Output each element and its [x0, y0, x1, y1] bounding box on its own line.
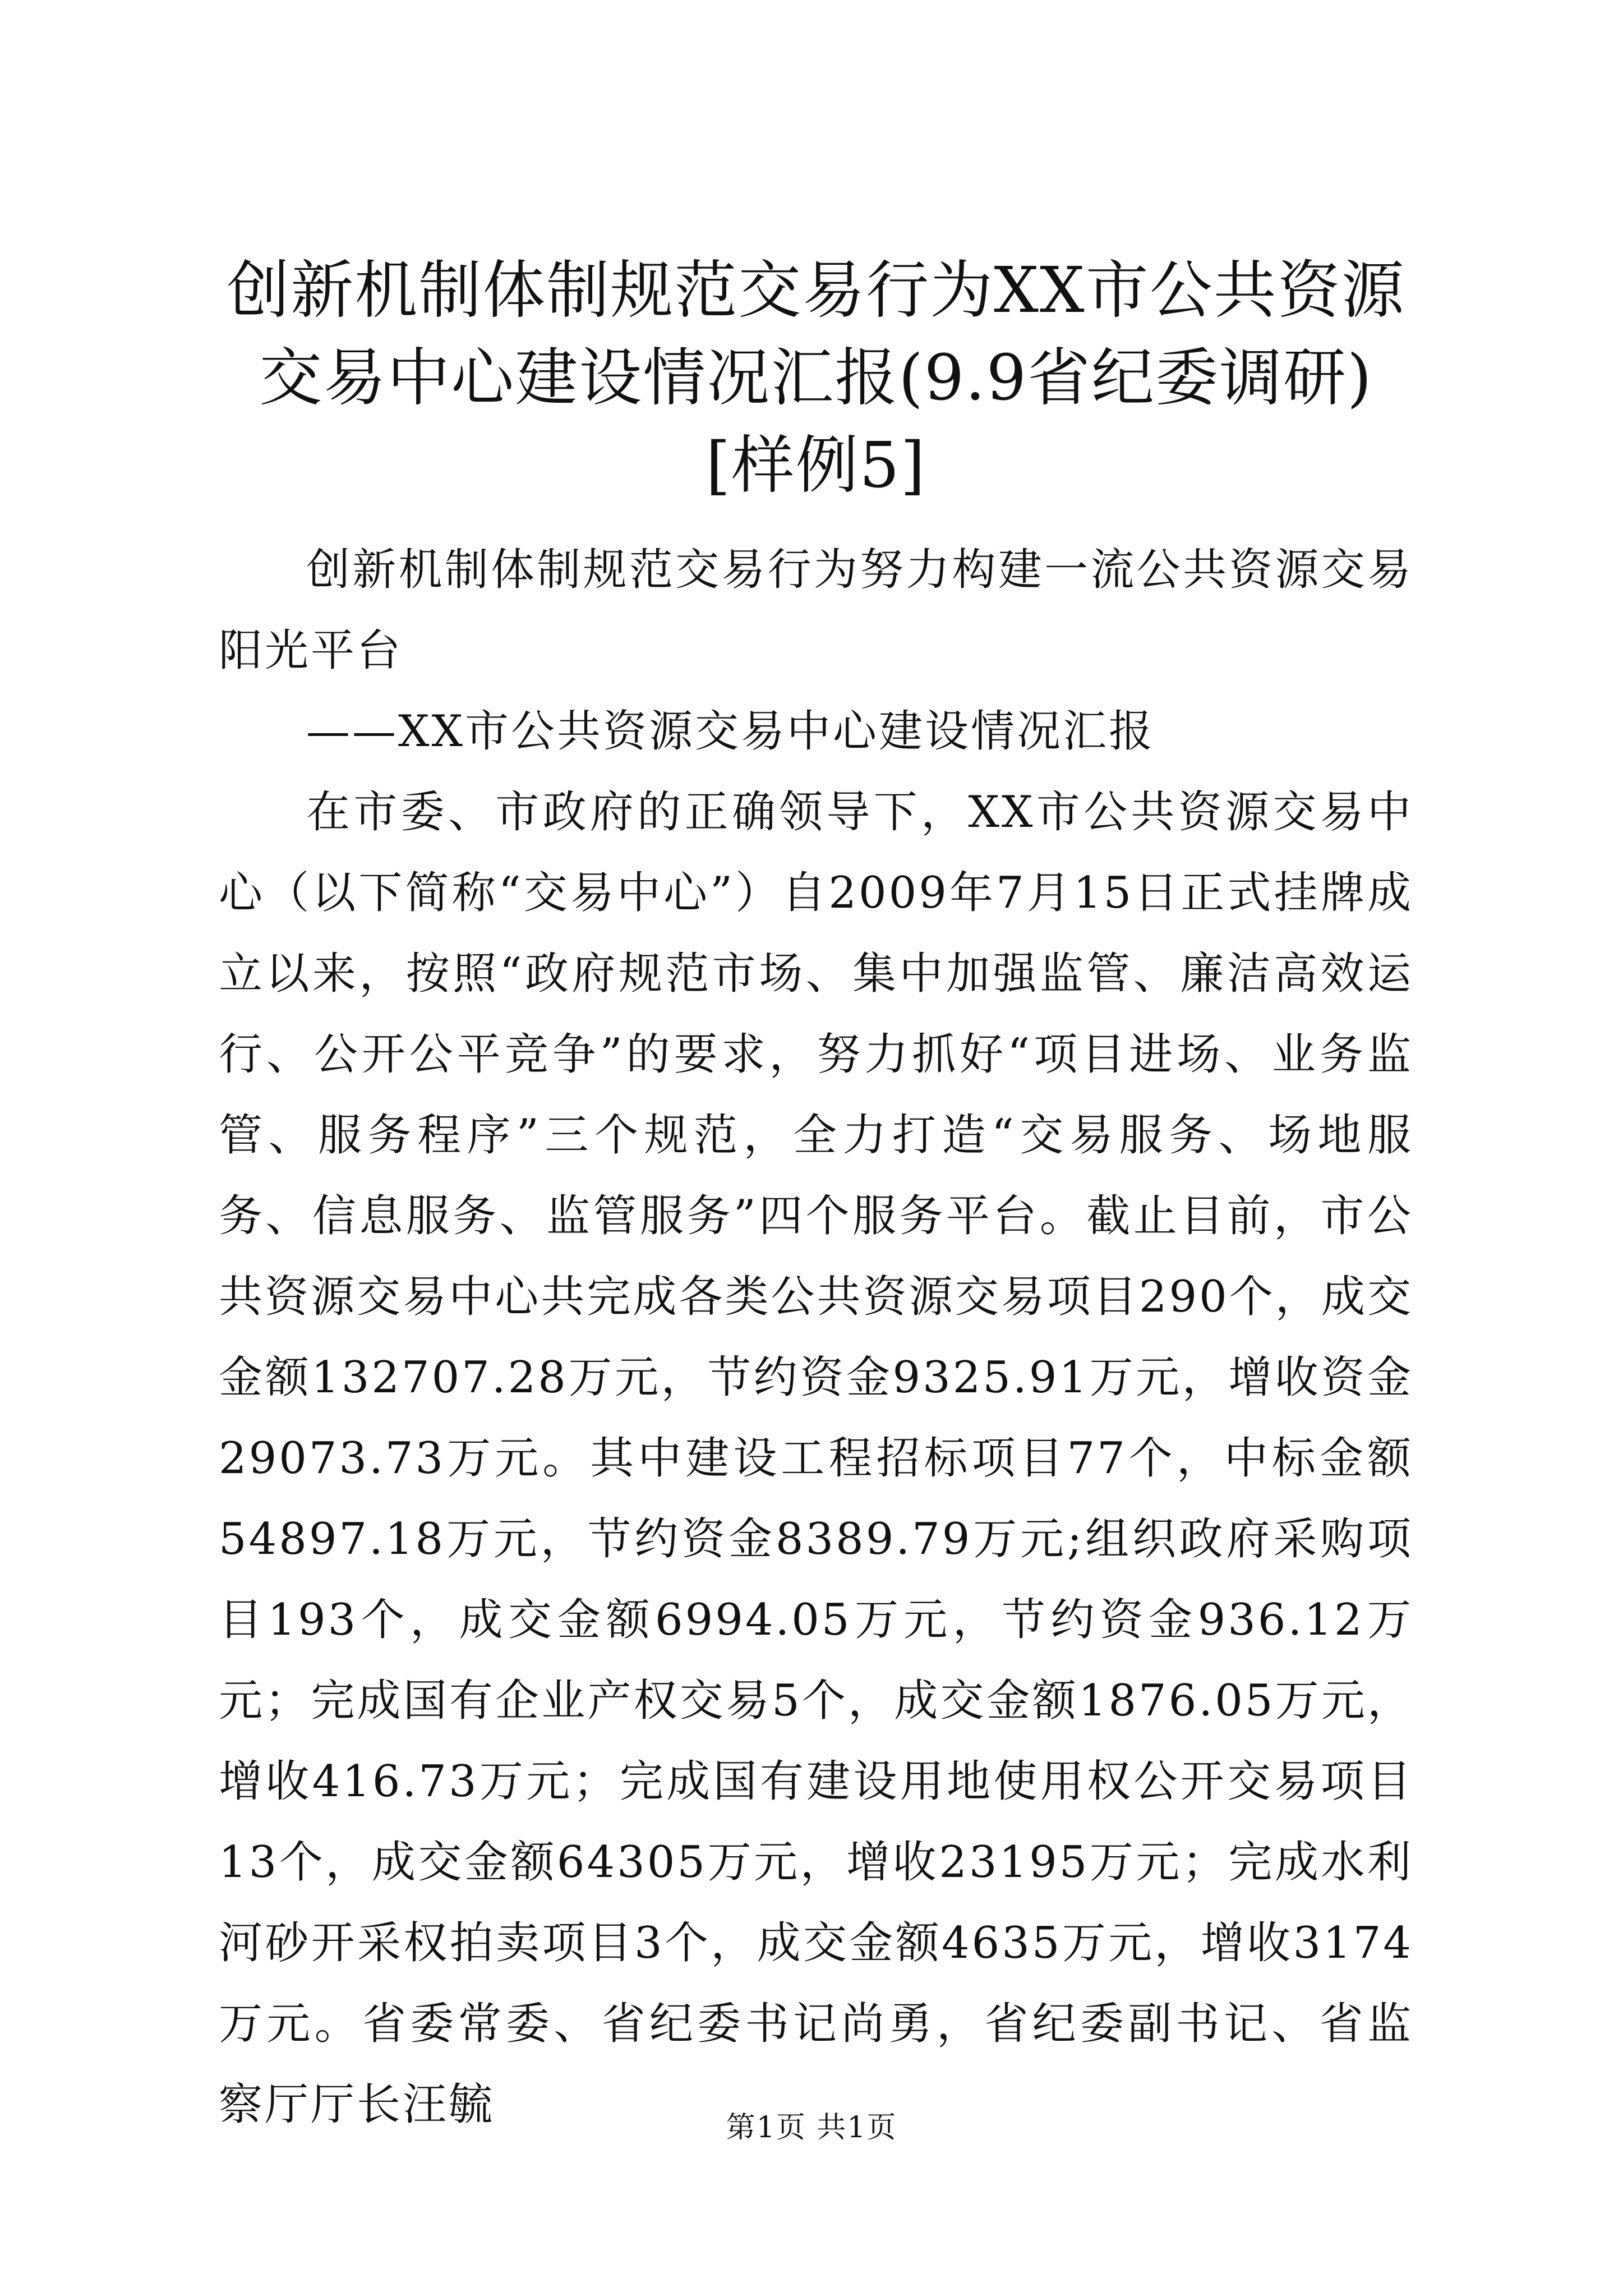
document-title: 创新机制体制规范交易行为XX市公共资源交易中心建设情况汇报(9.9省纪委调研)[样例5]	[227, 254, 1405, 502]
document-body	[219, 530, 1413, 2145]
paragraph-heading: 创新机制体制规范交易行为努力构建一流公共资源交易阳光平台	[219, 545, 1413, 676]
paragraph-subheading: ——XX市公共资源交易中心建设情况汇报	[306, 706, 1155, 757]
document-content	[219, 247, 1413, 2145]
page-footer: 第1页 共1页	[726, 2111, 897, 2145]
paragraph-main: 在市委、市政府的正确领导下，XX市公共资源交易中心（以下简称“交易中心”）自2009年7月15日正式挂牌成立以来，按照“政府规范市场、集中加强监管、廉洁高效运行、公开公平竞争”的要求，努力抓好“项目进场、业务监管、服务程序”三个规范，全力打造“交易服务、场地服务、信息服务、监管服务”四个服务平台。截止目前，市公共资源交易中心共完成各类公共资源交易项目290个，成交金额132707.28万元，节约资金9325.91万元，增收资金29073.73万元。其中建设工程招标项目77个，中标金额54897.18万元，节约资金8389.79万元;组织政府采购项目193个，成交金额6994.05万元，节约资金936.12万元；完成国有企业产权交易5个，成交金额1876.05万元，增收416.73万元；完成国有建设用地使用权公开交易项目13个，成交金额64305万元，增收23195万元；完成水利河砂开采权拍卖项目3个，成交金额4635万元，增收3174万元。省委常委、省纪委书记尚勇，省纪委副书记、省监察厅厅长汪毓	[219, 787, 1413, 2130]
